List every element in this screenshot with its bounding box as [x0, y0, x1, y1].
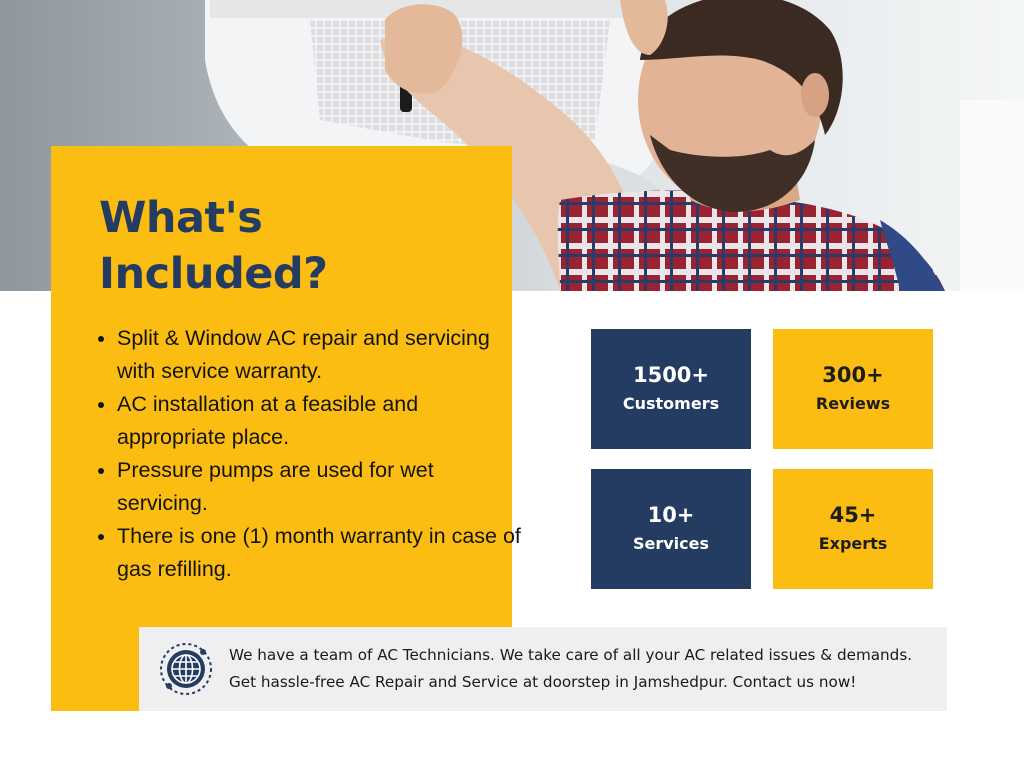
panel-title-line1: What's: [99, 193, 263, 243]
stat-value: 300+: [822, 363, 884, 387]
stat-label: Customers: [622, 394, 720, 413]
stat-label: Services: [632, 534, 710, 553]
feature-item: • Pressure pumps are used for wet servicing.: [117, 454, 527, 520]
stat-label: Reviews: [815, 394, 891, 413]
feature-item: • AC installation at a feasible and appropriate place.: [117, 388, 527, 454]
stat-experts: [773, 469, 933, 589]
globe-icon: [159, 642, 213, 696]
info-line1: We have a team of AC Technicians. We take care of all your AC related issues & demands.: [229, 646, 913, 664]
stat-services: [591, 469, 751, 589]
stat-value: 10+: [647, 503, 695, 527]
stat-value: 45+: [829, 503, 877, 527]
stat-value: 1500+: [632, 363, 710, 387]
stat-customers: [591, 329, 751, 449]
feature-item: • There is one (1) month warranty in case of gas refilling.: [117, 520, 527, 586]
info-text: [229, 642, 939, 696]
panel-title: [99, 190, 328, 302]
stat-reviews: [773, 329, 933, 449]
info-line2: Get hassle-free AC Repair and Service at doorstep in Jamshedpur. Contact us now!: [229, 673, 857, 691]
feature-list: [95, 322, 527, 586]
stat-label: Experts: [818, 534, 888, 553]
panel-title-line2: Included?: [99, 249, 328, 299]
info-bar: [139, 627, 947, 711]
feature-item: • Split & Window AC repair and servicing with service warranty.: [117, 322, 527, 388]
